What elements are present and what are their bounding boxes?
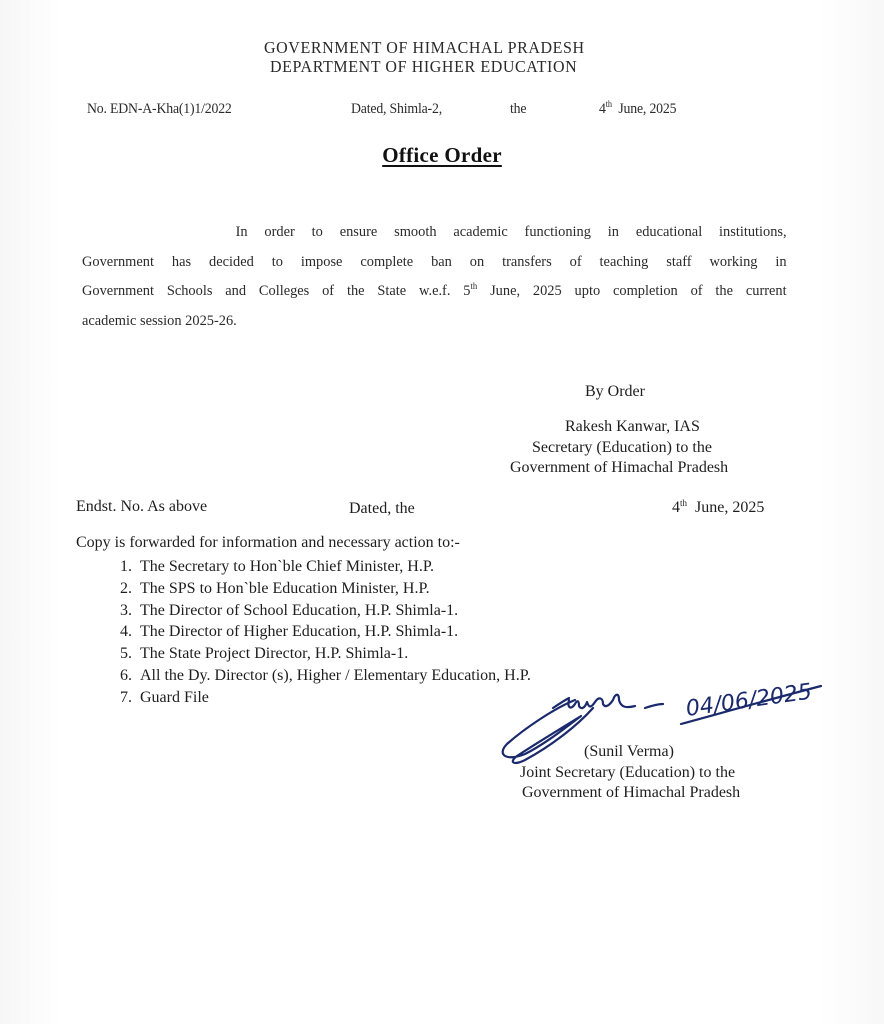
list-item-text: The State Project Director, H.P. Shimla-1. [140, 645, 409, 663]
signature-stroke-letters [553, 695, 635, 708]
list-item [106, 600, 531, 622]
body-line-3-suffix: th [470, 281, 478, 291]
endorsement-date-suffix: th [680, 498, 688, 508]
reference-date-day: 4 [599, 101, 606, 117]
endorsement-intro: Copy is forwarded for information and necessary action to:- [76, 534, 460, 551]
signature-stroke-dash [645, 704, 663, 708]
secretary-name: Rakesh Kanwar, IAS [565, 418, 700, 435]
order-body [82, 218, 787, 336]
signature-stroke-loop [503, 700, 593, 763]
reference-date-rest: June, 2025 [618, 101, 677, 117]
list-item [106, 556, 531, 578]
list-item-number: 7. [120, 688, 132, 706]
secretary-designation-1: Secretary (Education) to the [532, 439, 712, 456]
by-order-label: By Order [585, 383, 645, 400]
reference-the: the [510, 101, 527, 117]
signatory-name: (Sunil Verma) [584, 743, 674, 760]
body-line-1: In order to ensure smooth academic functioning in educational institutions, [235, 224, 787, 240]
reference-date [599, 101, 676, 118]
handwritten-date: 04/06/2025 [684, 679, 814, 722]
endorsement-dated: Dated, the [349, 500, 415, 517]
header-department: DEPARTMENT OF HIGHER EDUCATION [270, 58, 578, 77]
page-title: Office Order [382, 143, 502, 167]
signatory-designation-2: Government of Himachal Pradesh [522, 784, 741, 801]
endorsement-date-rest: June, 2025 [695, 499, 765, 516]
list-item-number: 3. [120, 601, 132, 619]
list-item-number: 2. [120, 579, 132, 597]
endorsement-date [672, 499, 764, 517]
list-item-number: 5. [120, 645, 132, 663]
list-item-text: Guard File [140, 688, 209, 706]
list-item-number: 4. [120, 623, 132, 641]
body-line-4: academic session 2025-26. [82, 312, 237, 329]
header-government: GOVERNMENT OF HIMACHAL PRADESH [264, 39, 585, 58]
recipient-list [106, 556, 531, 709]
reference-number: No. EDN-A-Kha(1)1/2022 [87, 101, 232, 117]
list-item [106, 621, 531, 643]
list-item [106, 578, 531, 600]
body-line-3-end: June, 2025 upto completion of the current [477, 283, 787, 299]
list-item [106, 665, 531, 687]
list-item [106, 643, 531, 665]
list-item-text: All the Dy. Director (s), Higher / Elementary Education, H.P. [140, 666, 531, 684]
body-line-2: Government has decided to impose complete ban on transfers of teaching staff working in [82, 253, 787, 270]
secretary-designation-2: Government of Himachal Pradesh [510, 459, 729, 476]
endorsement-date-day: 4 [672, 499, 680, 516]
list-item-text: The SPS to Hon`ble Education Minister, H.P. [140, 579, 430, 597]
handwritten-signature [495, 678, 835, 778]
body-line-3-start: Government Schools and Colleges of the State w.e.f. 5 [82, 283, 471, 299]
reference-date-suffix: th [605, 99, 612, 109]
list-item-text: The Director of School Education, H.P. Shimla-1. [140, 601, 459, 619]
reference-dated-place: Dated, Shimla-2, [351, 101, 442, 117]
list-item-number: 6. [120, 666, 132, 684]
list-item [106, 687, 531, 709]
list-item-text: The Director of Higher Education, H.P. Shimla-1. [140, 623, 459, 641]
body-line-3 [82, 277, 787, 307]
list-item-text: The Secretary to Hon`ble Chief Minister, H.P. [140, 558, 434, 575]
list-item-number: 1. [120, 558, 132, 575]
endorsement-number: Endst. No. As above [76, 498, 208, 515]
signatory-designation-1: Joint Secretary (Education) to the [520, 764, 736, 781]
